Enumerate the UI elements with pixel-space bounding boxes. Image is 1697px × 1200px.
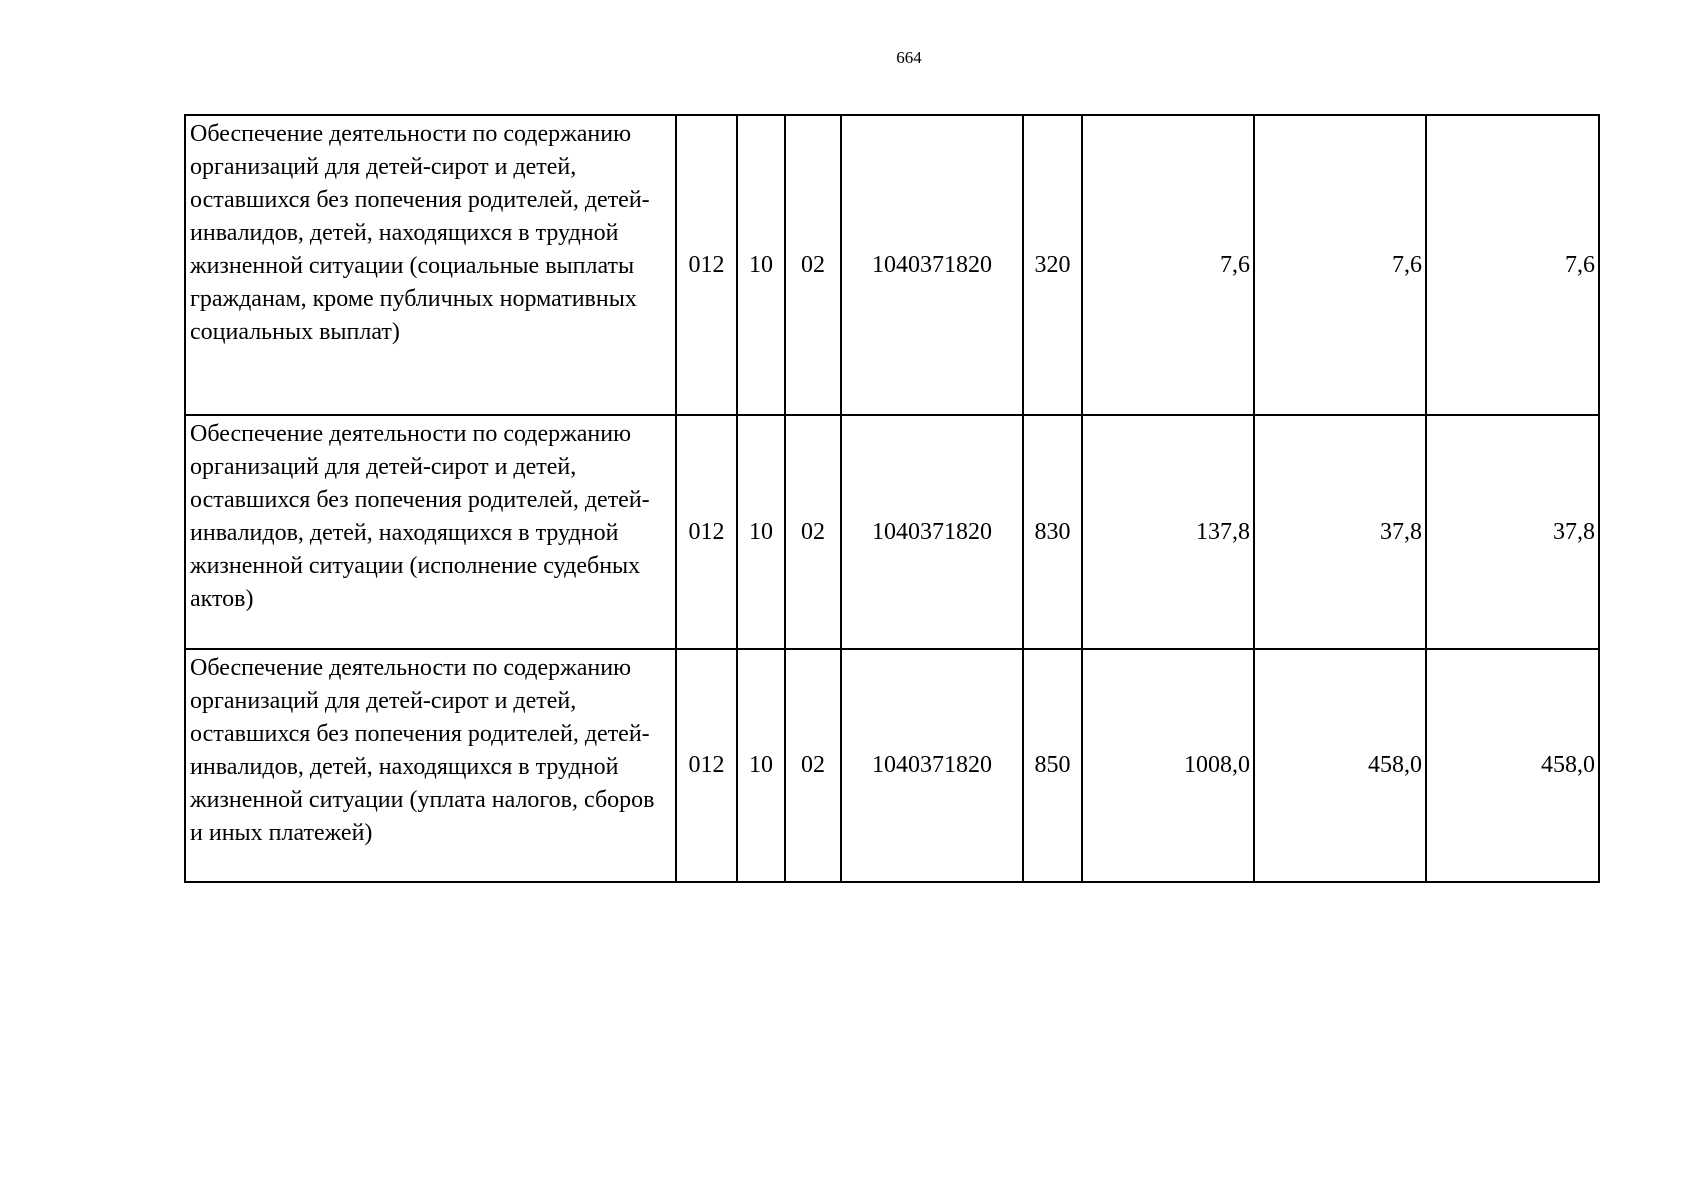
section-code: 10 [737, 649, 785, 882]
table-row [185, 649, 1599, 882]
target-article-code: 1040371820 [841, 115, 1023, 415]
target-article-code: 1040371820 [841, 415, 1023, 649]
amount-year-3: 458,0 [1426, 649, 1599, 882]
expense-type-code: 320 [1023, 115, 1082, 415]
expense-type-code: 850 [1023, 649, 1082, 882]
expense-type-code: 830 [1023, 415, 1082, 649]
row-description: Обеспечение деятельности по содержанию организаций для детей-сирот и детей, оставшихся без попечения родителей, детей-инвалидов, детей, находящихся в трудной жизненной ситуации (уплата налогов, сборов и иных платежей) [185, 649, 676, 882]
amount-year-2: 37,8 [1254, 415, 1426, 649]
subsection-code: 02 [785, 415, 841, 649]
subsection-code: 02 [785, 649, 841, 882]
ministry-code: 012 [676, 649, 737, 882]
section-code: 10 [737, 415, 785, 649]
amount-year-1: 1008,0 [1082, 649, 1254, 882]
target-article-code: 1040371820 [841, 649, 1023, 882]
page-number: 664 [896, 48, 922, 67]
row-description: Обеспечение деятельности по содержанию организаций для детей-сирот и детей, оставшихся без попечения родителей, детей-инвалидов, детей, находящихся в трудной жизненной ситуации (социальные выплаты гражданам, кроме публичных нормативных социальных выплат) [185, 115, 676, 415]
section-code: 10 [737, 115, 785, 415]
amount-year-2: 7,6 [1254, 115, 1426, 415]
amount-year-2: 458,0 [1254, 649, 1426, 882]
amount-year-1: 137,8 [1082, 415, 1254, 649]
amount-year-3: 37,8 [1426, 415, 1599, 649]
table-row [185, 415, 1599, 649]
ministry-code: 012 [676, 415, 737, 649]
amount-year-3: 7,6 [1426, 115, 1599, 415]
subsection-code: 02 [785, 115, 841, 415]
ministry-code: 012 [676, 115, 737, 415]
row-description: Обеспечение деятельности по содержанию организаций для детей-сирот и детей, оставшихся без попечения родителей, детей-инвалидов, детей, находящихся в трудной жизненной ситуации (исполнение судебных актов) [185, 415, 676, 649]
amount-year-1: 7,6 [1082, 115, 1254, 415]
budget-table [184, 114, 1600, 883]
table-row [185, 115, 1599, 415]
